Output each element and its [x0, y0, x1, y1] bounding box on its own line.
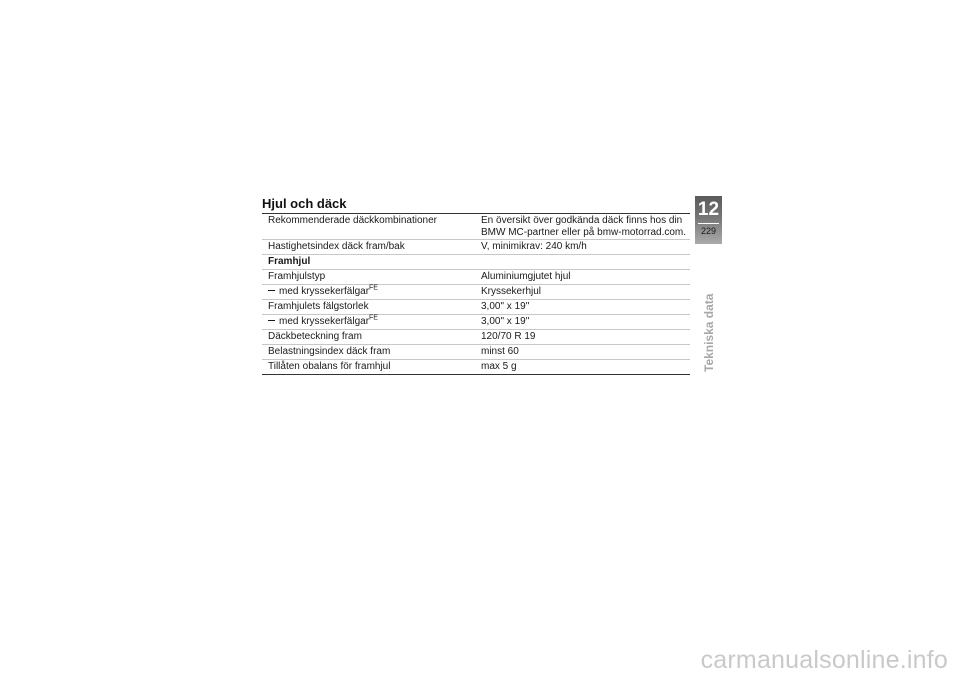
- spec-label: Belastningsindex däck fram: [268, 346, 391, 357]
- spec-value: 3,00" x 19": [481, 301, 530, 312]
- table-row: [262, 315, 690, 330]
- spec-value-line: BMW MC-partner eller på bmw-motorrad.com.: [481, 226, 687, 238]
- spec-label: Framhjulstyp: [268, 271, 326, 282]
- chapter-divider: [698, 223, 719, 224]
- chapter-tab: [695, 196, 722, 244]
- table-row: [262, 360, 690, 374]
- section-title: Hjul och däck: [262, 196, 347, 211]
- spec-label: Däckbeteckning fram: [268, 331, 362, 342]
- spec-label: Tillåten obalans för framhjul: [268, 361, 391, 372]
- table-row: [262, 240, 690, 255]
- spec-label-sub: [262, 315, 475, 329]
- spec-value: max 5 g: [481, 361, 517, 372]
- dash-icon: [268, 290, 275, 291]
- table-row: [262, 300, 690, 315]
- table-row: [262, 330, 690, 345]
- table-group-row: [262, 255, 690, 270]
- table-row: [262, 270, 690, 285]
- group-heading: Framhjul: [268, 256, 311, 267]
- spec-label-sub: [262, 285, 475, 299]
- option-marker: FE: [369, 284, 378, 292]
- spec-value: 3,00" x 19": [481, 316, 530, 327]
- spec-label-text: med kryssekerfälgar: [279, 316, 370, 327]
- spec-label: Framhjulets fälgstorlek: [268, 301, 369, 312]
- spec-value: Aluminiumgjutet hjul: [481, 271, 571, 282]
- spec-table: [262, 213, 690, 375]
- spec-label-text: med kryssekerfälgar: [279, 286, 370, 297]
- spec-label: Rekommenderade däckkombinationer: [268, 215, 437, 226]
- dash-icon: [268, 320, 275, 321]
- spec-value: 120/70 R 19: [481, 331, 536, 342]
- spec-value-line: En översikt över godkända däck finns hos din: [481, 215, 683, 226]
- chapter-side-label: [702, 293, 716, 448]
- spec-value: Kryssekerhjul: [481, 286, 542, 297]
- spec-label: Hastighetsindex däck fram/bak: [268, 241, 405, 252]
- watermark: carmanualsonline.info: [700, 646, 948, 674]
- spec-value: V, minimikrav: 240 km/h: [481, 241, 587, 252]
- chapter-number: 12: [697, 199, 720, 220]
- table-row: [262, 285, 690, 300]
- spec-value: [475, 214, 690, 239]
- table-row: [262, 345, 690, 360]
- chapter-side-label-text: Tekniska data: [702, 293, 716, 372]
- table-row: [262, 214, 690, 240]
- spec-value: minst 60: [481, 346, 519, 357]
- option-marker: FE: [369, 314, 378, 322]
- page-number: 229: [700, 226, 717, 236]
